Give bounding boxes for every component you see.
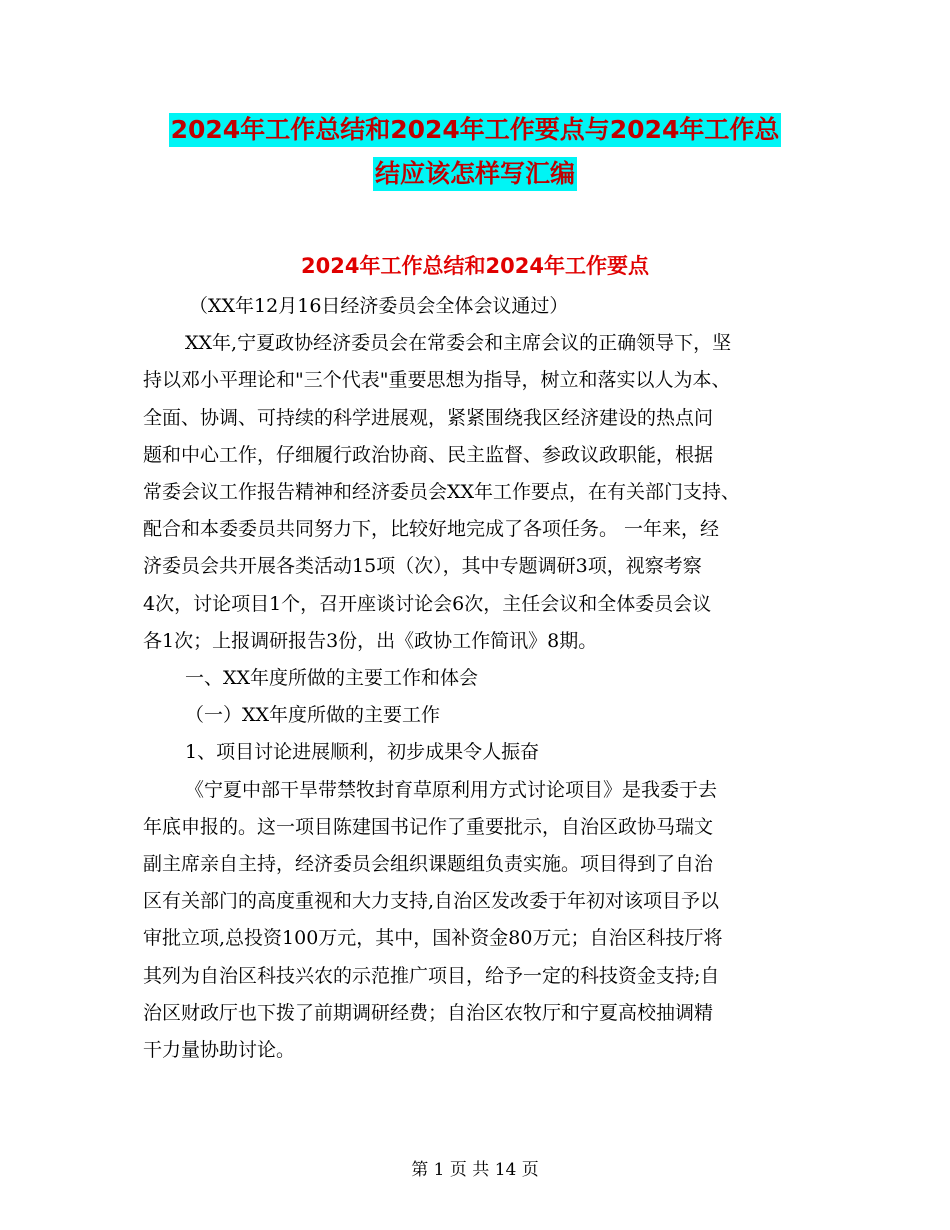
item-heading: 1、项目讨论进展顺利，初步成果令人振奋	[185, 741, 540, 764]
title-highlight-1: 2024年工作总结和2024年工作要点与2024年工作总	[169, 113, 782, 147]
paragraph-line: 区有关部门的高度重视和大力支持,自治区发改委于年初对该项目予以	[143, 890, 720, 913]
paragraph-line: XX年,宁夏政协经济委员会在常委会和主席会议的正确领导下，坚	[185, 332, 732, 355]
document-title-line-1	[0, 113, 950, 147]
paragraph-line: 4次，讨论项目1个，召开座谈讨论会6次，主任会议和全体委员会议	[143, 592, 712, 615]
page-footer: 第 1 页 共 14 页	[411, 1160, 539, 1180]
title-highlight-2: 结应该怎样写汇编	[373, 157, 577, 191]
paragraph-line: 年底申报的。这一项目陈建国书记作了重要批示，自治区政协马瑞文	[143, 815, 714, 838]
paragraph-line: 干力量协助讨论。	[143, 1039, 296, 1062]
body-text	[143, 288, 815, 1069]
section-heading: 一、XX年度所做的主要工作和体会	[185, 667, 479, 690]
paragraph-line: 常委会议工作报告精神和经济委员会XX年工作要点，在有关部门支持、	[143, 481, 741, 504]
paragraph-line: 题和中心工作，仔细履行政治协商、民主监督、参政议政职能，根据	[143, 443, 714, 466]
paragraph-line: 审批立项,总投资100万元，其中，国补资金80万元；自治区科技厅将	[143, 927, 723, 950]
paragraph-line: 治区财政厅也下拨了前期调研经费；自治区农牧厅和宁夏高校抽调精	[143, 1001, 714, 1024]
paragraph-line: 各1次；上报调研报告3份，出《政协工作简讯》8期。	[143, 629, 598, 652]
paragraph-line: 其列为自治区科技兴农的示范推广项目，给予一定的科技资金支持;自	[143, 964, 720, 987]
document-title-line-2	[0, 157, 950, 191]
paragraph-line: 《宁夏中部干旱带禁牧封育草原利用方式讨论项目》是我委于去	[185, 778, 718, 801]
meeting-note: （XX年12月16日经济委员会全体会议通过）	[189, 295, 569, 317]
paragraph-line: 持以邓小平理论和"三个代表"重要思想为指导，树立和落实以人为本、	[143, 369, 731, 392]
paragraph-line: 配合和本委委员共同努力下，比较好地完成了各项任务。 一年来，经	[143, 518, 720, 541]
paragraph-line: 副主席亲自主持，经济委员会组织课题组负责实施。项目得到了自治	[143, 853, 714, 876]
section-subtitle: 2024年工作总结和2024年工作要点	[301, 254, 649, 278]
subsection-heading: （一）XX年度所做的主要工作	[185, 704, 441, 727]
paragraph-line: 全面、协调、可持续的科学进展观，紧紧围绕我区经济建设的热点问	[143, 406, 714, 429]
paragraph-line: 济委员会共开展各类活动15项（次），其中专题调研3项，视察考察	[143, 555, 702, 578]
